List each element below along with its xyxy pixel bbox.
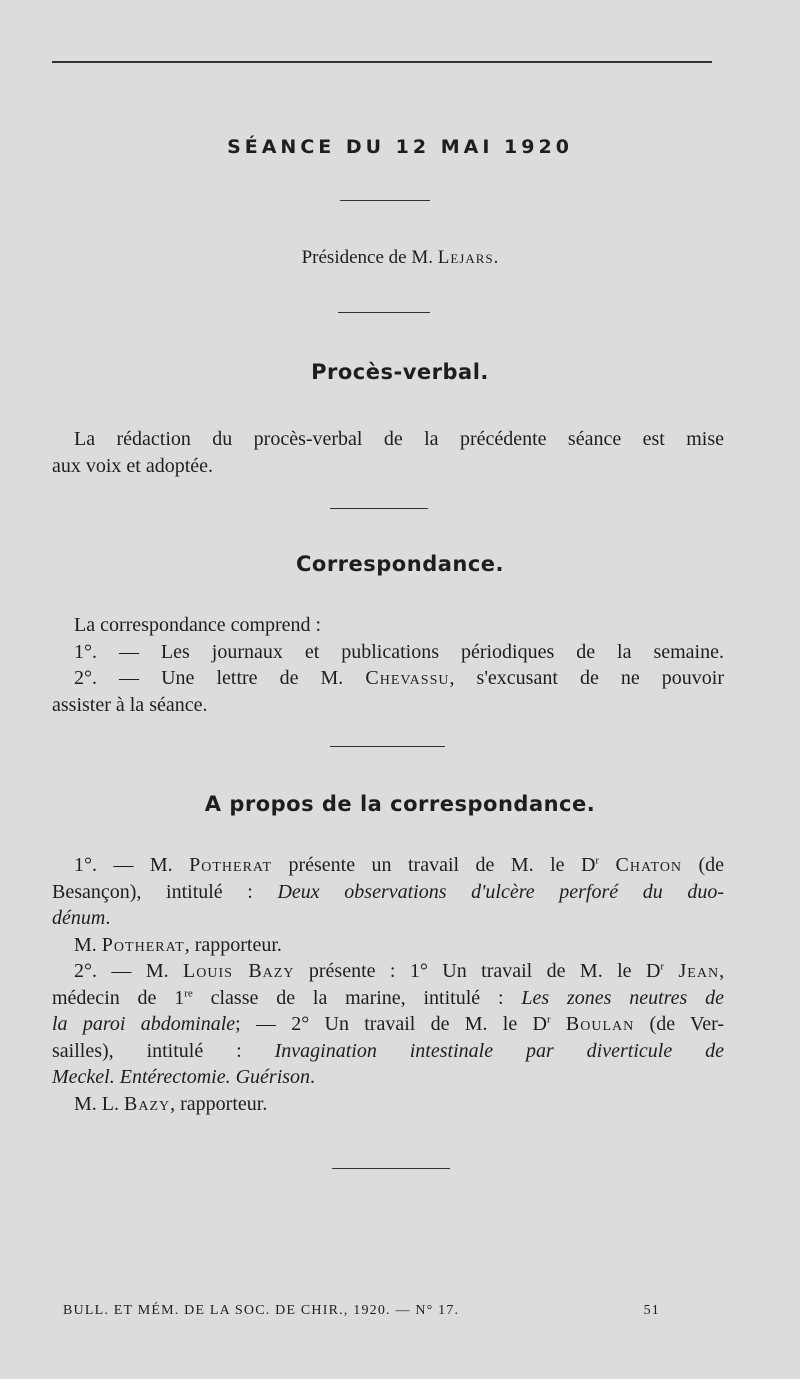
journal-reference: BULL. ET MÉM. DE LA SOC. DE CHIR., 1920. — N° 17.: [63, 1303, 460, 1318]
text-segment: classe de la marine, intitulé :: [210, 986, 504, 1009]
presidence-prefix: Présidence de M.: [301, 247, 433, 268]
text-segment: 2°. — Une lettre de M.: [74, 667, 344, 689]
page-footer: [63, 1303, 660, 1319]
text-segment: M.: [74, 933, 97, 956]
separator-rule: [340, 200, 430, 201]
page-number: 51: [643, 1303, 660, 1318]
correspondance-paragraph: [52, 612, 724, 718]
top-rule: [52, 61, 712, 63]
text-line: La rédaction du procès-verbal de la précédente séance est mise: [74, 428, 724, 450]
text-line: 1°. — Les journaux et publications périodiques de la semaine.: [74, 640, 724, 663]
text-segment: présente : 1° Un travail de M. le D: [308, 960, 661, 982]
person-name: Chevassu: [365, 667, 450, 689]
superscript: re: [184, 986, 193, 999]
person-name: Potherat: [189, 854, 273, 876]
page-title: SÉANCE DU 12 MAI 1920: [227, 136, 573, 158]
text-segment: sailles), intitulé :: [52, 1039, 242, 1062]
text-line: [52, 1011, 724, 1038]
separator-rule: [332, 1168, 450, 1169]
text-line: [52, 958, 724, 985]
separator-rule: [338, 312, 430, 313]
text-segment: , rapporteur.: [170, 1092, 268, 1115]
section-heading-proces-verbal: Procès-verbal.: [311, 360, 489, 384]
text-segment: Besançon), intitulé :: [52, 880, 253, 903]
italic-title: dénum: [52, 907, 106, 929]
text-segment: médecin de 1: [52, 986, 185, 1009]
separator-rule: [330, 508, 428, 509]
text-line: [52, 985, 724, 1012]
text-line: [52, 1064, 724, 1091]
text-line: [52, 905, 724, 932]
text-segment: M. L.: [74, 1092, 119, 1115]
text-segment: .: [105, 907, 111, 929]
text-segment: , s'excusant de ne pouvoir: [449, 667, 725, 689]
text-line: aux voix et adoptée.: [52, 454, 214, 477]
separator-rule: [330, 746, 445, 747]
superscript: r: [546, 1013, 551, 1026]
person-name: Jean: [678, 960, 720, 982]
text-line: assister à la séance.: [52, 693, 208, 716]
italic-title: Les zones neutres de: [521, 986, 725, 1009]
text-segment: ; — 2° Un travail de M. le D: [235, 1013, 547, 1035]
italic-title: la paroi abdominale: [52, 1013, 236, 1035]
text-segment: 2°. — M.: [74, 960, 169, 982]
text-segment: présente un travail de M. le D: [288, 854, 596, 876]
person-name: Louis Bazy: [183, 960, 295, 982]
presidence-line: [0, 247, 800, 269]
text-line: La correspondance comprend :: [74, 614, 322, 636]
text-segment: ,: [719, 960, 725, 982]
president-name: Lejars: [437, 247, 494, 268]
proces-verbal-paragraph: [52, 426, 724, 479]
text-line: [52, 1091, 724, 1118]
text-segment: , rapporteur.: [184, 933, 282, 956]
person-name: Chaton: [615, 854, 683, 876]
text-line: [52, 932, 724, 959]
text-segment: (de Ver-: [649, 1013, 725, 1035]
section-heading-correspondance: Correspondance.: [295, 552, 505, 576]
italic-title: Invagination intestinale par diverticule de: [274, 1039, 724, 1062]
text-line: [52, 879, 724, 906]
text-segment: (de: [698, 854, 725, 876]
italic-title: Meckel. Entérectomie. Guérison: [52, 1066, 311, 1088]
text-segment: .: [310, 1066, 316, 1088]
superscript: r: [595, 854, 600, 867]
italic-title: Deux observations d'ulcère perforé du duo-: [277, 880, 724, 903]
a-propos-paragraph: [52, 852, 724, 1117]
text-line: [52, 852, 724, 879]
text-line: [52, 1038, 724, 1065]
presidence-suffix: .: [493, 247, 499, 268]
person-name: Potherat: [101, 933, 185, 956]
person-name: Boulan: [565, 1013, 635, 1035]
text-segment: 1°. — M.: [74, 854, 173, 876]
person-name: Bazy: [124, 1092, 171, 1115]
text-line: [52, 665, 724, 692]
section-heading-a-propos: A propos de la correspondance.: [204, 792, 596, 816]
superscript: r: [660, 960, 665, 973]
